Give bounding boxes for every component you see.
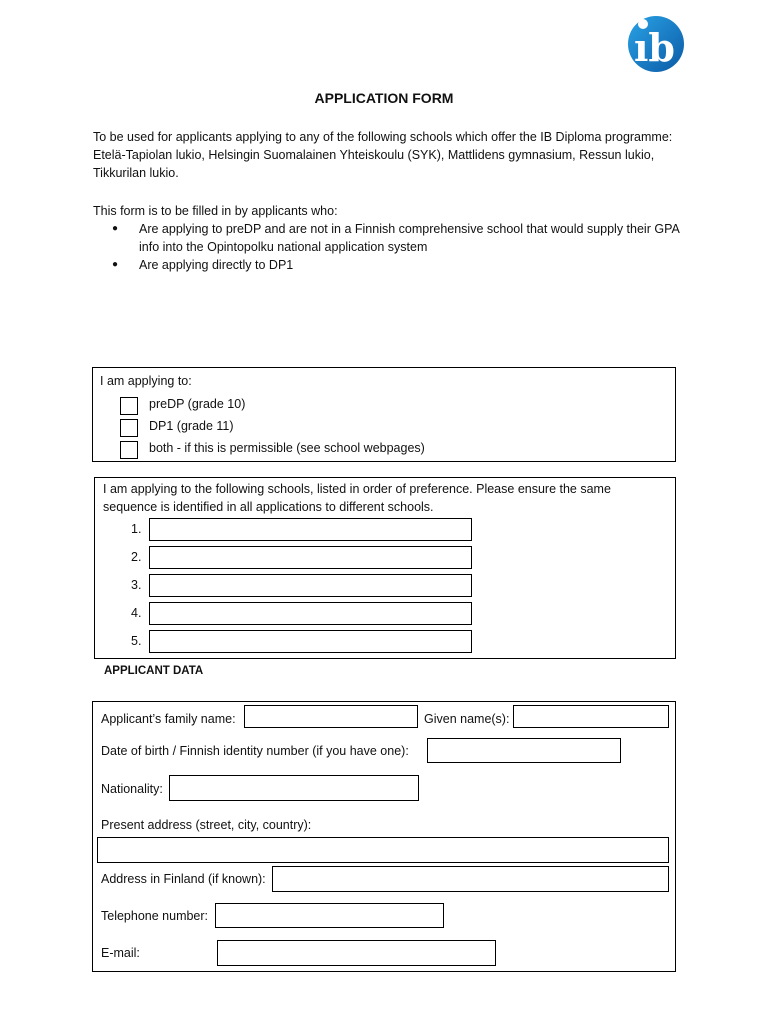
applying-to-label: I am applying to: xyxy=(100,374,192,388)
email-input[interactable] xyxy=(217,940,496,966)
option-both: both - if this is permissible (see school webpages) xyxy=(149,441,425,455)
family-name-label: Applicant’s family name: xyxy=(101,712,236,726)
checkbox-dp1[interactable] xyxy=(120,419,138,437)
bullet-item: ● Are applying directly to DP1 xyxy=(112,258,294,272)
school-number: 1. xyxy=(131,522,142,536)
school-choice-input-3[interactable] xyxy=(149,574,472,597)
school-number: 5. xyxy=(131,634,142,648)
intro-text: To be used for applicants applying to any of the following schools which offer the IB Diploma programme: Etelä-Tapiolan lukio, Helsingin Suomalainen Yhteiskoulu (SYK), Mattlidens gymnasium, Ressun lukio, Tikkurilan lukio. xyxy=(93,130,673,180)
given-names-input[interactable] xyxy=(513,705,669,728)
nationality-label: Nationality: xyxy=(101,782,163,796)
address-finland-input[interactable] xyxy=(272,866,669,892)
school-number: 3. xyxy=(131,578,142,592)
email-label: E-mail: xyxy=(101,946,140,960)
present-address-label: Present address (street, city, country): xyxy=(101,818,312,832)
checkbox-both[interactable] xyxy=(120,441,138,459)
school-choice-input-1[interactable] xyxy=(149,518,472,541)
school-number: 2. xyxy=(131,550,142,564)
dob-label: Date of birth / Finnish identity number (if you have one): xyxy=(101,744,409,758)
page-title: APPLICATION FORM xyxy=(314,90,454,106)
checkbox-predp[interactable] xyxy=(120,397,138,415)
telephone-label: Telephone number: xyxy=(101,909,209,923)
telephone-input[interactable] xyxy=(215,903,444,928)
schools-label: I am applying to the following schools, listed in order of preference. Please ensure the same sequence is identified in all applications to different schools. xyxy=(103,482,611,514)
family-name-input[interactable] xyxy=(244,705,418,728)
svg-text:ıb: ıb xyxy=(634,25,676,70)
option-predp: preDP (grade 10) xyxy=(149,397,246,411)
address-finland-label: Address in Finland (if known): xyxy=(101,872,266,886)
school-choice-input-4[interactable] xyxy=(149,602,472,625)
present-address-input[interactable] xyxy=(97,837,669,863)
school-number: 4. xyxy=(131,606,142,620)
who-intro: This form is to be filled in by applicants who: xyxy=(93,204,338,218)
option-dp1: DP1 (grade 11) xyxy=(149,419,234,433)
applicant-data-heading: APPLICANT DATA xyxy=(104,665,204,677)
school-choice-input-2[interactable] xyxy=(149,546,472,569)
ib-logo xyxy=(624,14,686,74)
dob-input[interactable] xyxy=(427,738,621,763)
given-names-label: Given name(s): xyxy=(424,712,510,726)
school-choice-input-5[interactable] xyxy=(149,630,472,653)
nationality-input[interactable] xyxy=(169,775,419,801)
bullet-item: ● Are applying to preDP and are not in a Finnish comprehensive school that would supply their GPA info into the Opintopolku national application system xyxy=(112,222,680,254)
